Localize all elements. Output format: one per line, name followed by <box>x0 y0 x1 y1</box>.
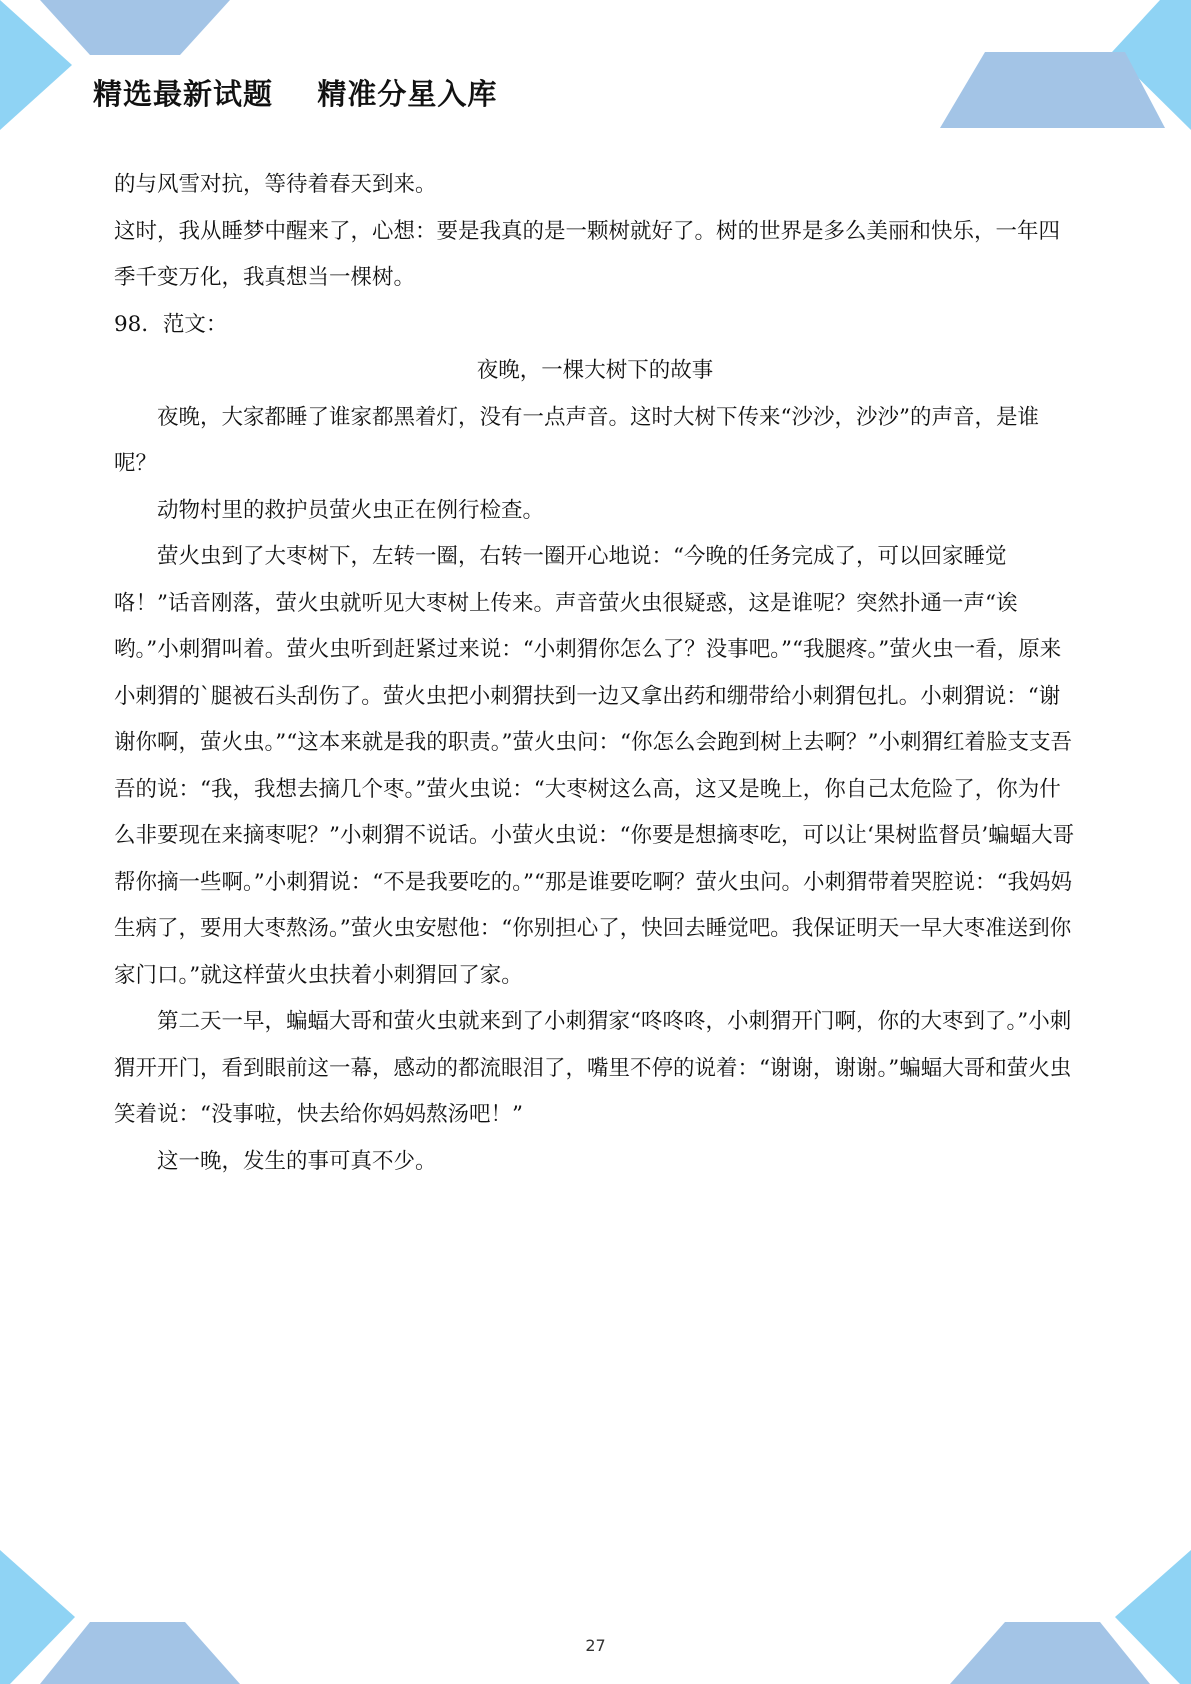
essay-title: 夜晚，一棵大树下的故事 <box>476 358 714 383</box>
decor-trapezoid-top-right <box>940 52 1165 128</box>
essay-paragraph-3: 萤火虫到了大枣树下，左转一圈，右转一圈开心地说：“今晚的任务完成了，可以回家睡觉咯！”话音刚落，萤火虫就听见大枣树上传来。声音萤火虫很疑惑，这是谁呢？突然扑通一声“诶哟。”小刺猬叫着。萤火虫听到赶紧过来说：“小刺猬你怎么了？没事吧。”“我腿疼。”萤火虫一看，原来小刺猬的`腿被石头刮伤了。萤火虫把小刺猬扶到一边又拿出药和绷带给小刺猬包扎。小刺猬说：“谢谢你啊，萤火虫。”“这本来就是我的职责。”萤火虫问：“你怎么会跑到树上去啊？”小刺猬红着脸支支吾吾的说：“我，我想去摘几个枣。”萤火虫说：“大枣树这么高，这又是晚上，你自己太危险了，你为什么非要现在来摘枣呢？”小刺猬不说话。小萤火虫说：“你要是想摘枣吃，可以让‘果树监督员’蝙蝠大哥帮你摘一些啊。”小刺猬说：“不是我要吃的。”“那是谁要吃啊？萤火虫问。小刺猬带着哭腔说：“我妈妈生病了，要用大枣熬汤。”萤火虫安慰他：“你别担心了，快回去睡觉吧。我保证明天一早大枣准送到你家门口。”就这样萤火虫扶着小刺猬回了家。 <box>114 544 1075 988</box>
paragraph-wake-up: 这时，我从睡梦中醒来了，心想：要是我真的是一颗树就好了。树的世界是多么美丽和快乐，一年四季千变万化，我真想当一棵树。 <box>114 218 1061 290</box>
essay-paragraph-1: 夜晚，大家都睡了谁家都黑着灯，没有一点声音。这时大树下传来“沙沙，沙沙”的声音，是谁呢？ <box>114 404 1039 476</box>
essay-paragraph-2: 动物村里的救护员萤火虫正在例行检查。 <box>157 497 545 523</box>
sample-essay-label: 98．范文： <box>114 311 228 337</box>
paragraph-continuation: 的与风雪对抗，等待着春天到来。 <box>114 172 437 197</box>
decor-triangle-bottom-left <box>0 1550 75 1684</box>
header-title: 精选最新试题 精准分星入库 <box>93 77 498 111</box>
decor-triangle-bottom-right <box>1115 1550 1191 1684</box>
essay-paragraph-4: 第二天一早，蝙蝠大哥和萤火虫就来到了小刺猬家“咚咚咚，小刺猬开门啊，你的大枣到了。”小刺猬开开门，看到眼前这一幕，感动的都流眼泪了，嘴里不停的说着：“谢谢，谢谢。”蝙蝠大哥和萤火虫笑着说：“没事啦，快去给你妈妈熬汤吧！” <box>114 1009 1072 1127</box>
page-number: 27 <box>585 1636 606 1655</box>
document-body <box>114 162 1076 1185</box>
decor-triangle-top-right <box>1112 0 1191 130</box>
essay-paragraph-5: 这一晚，发生的事可真不少。 <box>157 1148 437 1174</box>
decor-triangle-top-left <box>0 0 72 130</box>
decor-trapezoid-top-left <box>40 0 230 55</box>
